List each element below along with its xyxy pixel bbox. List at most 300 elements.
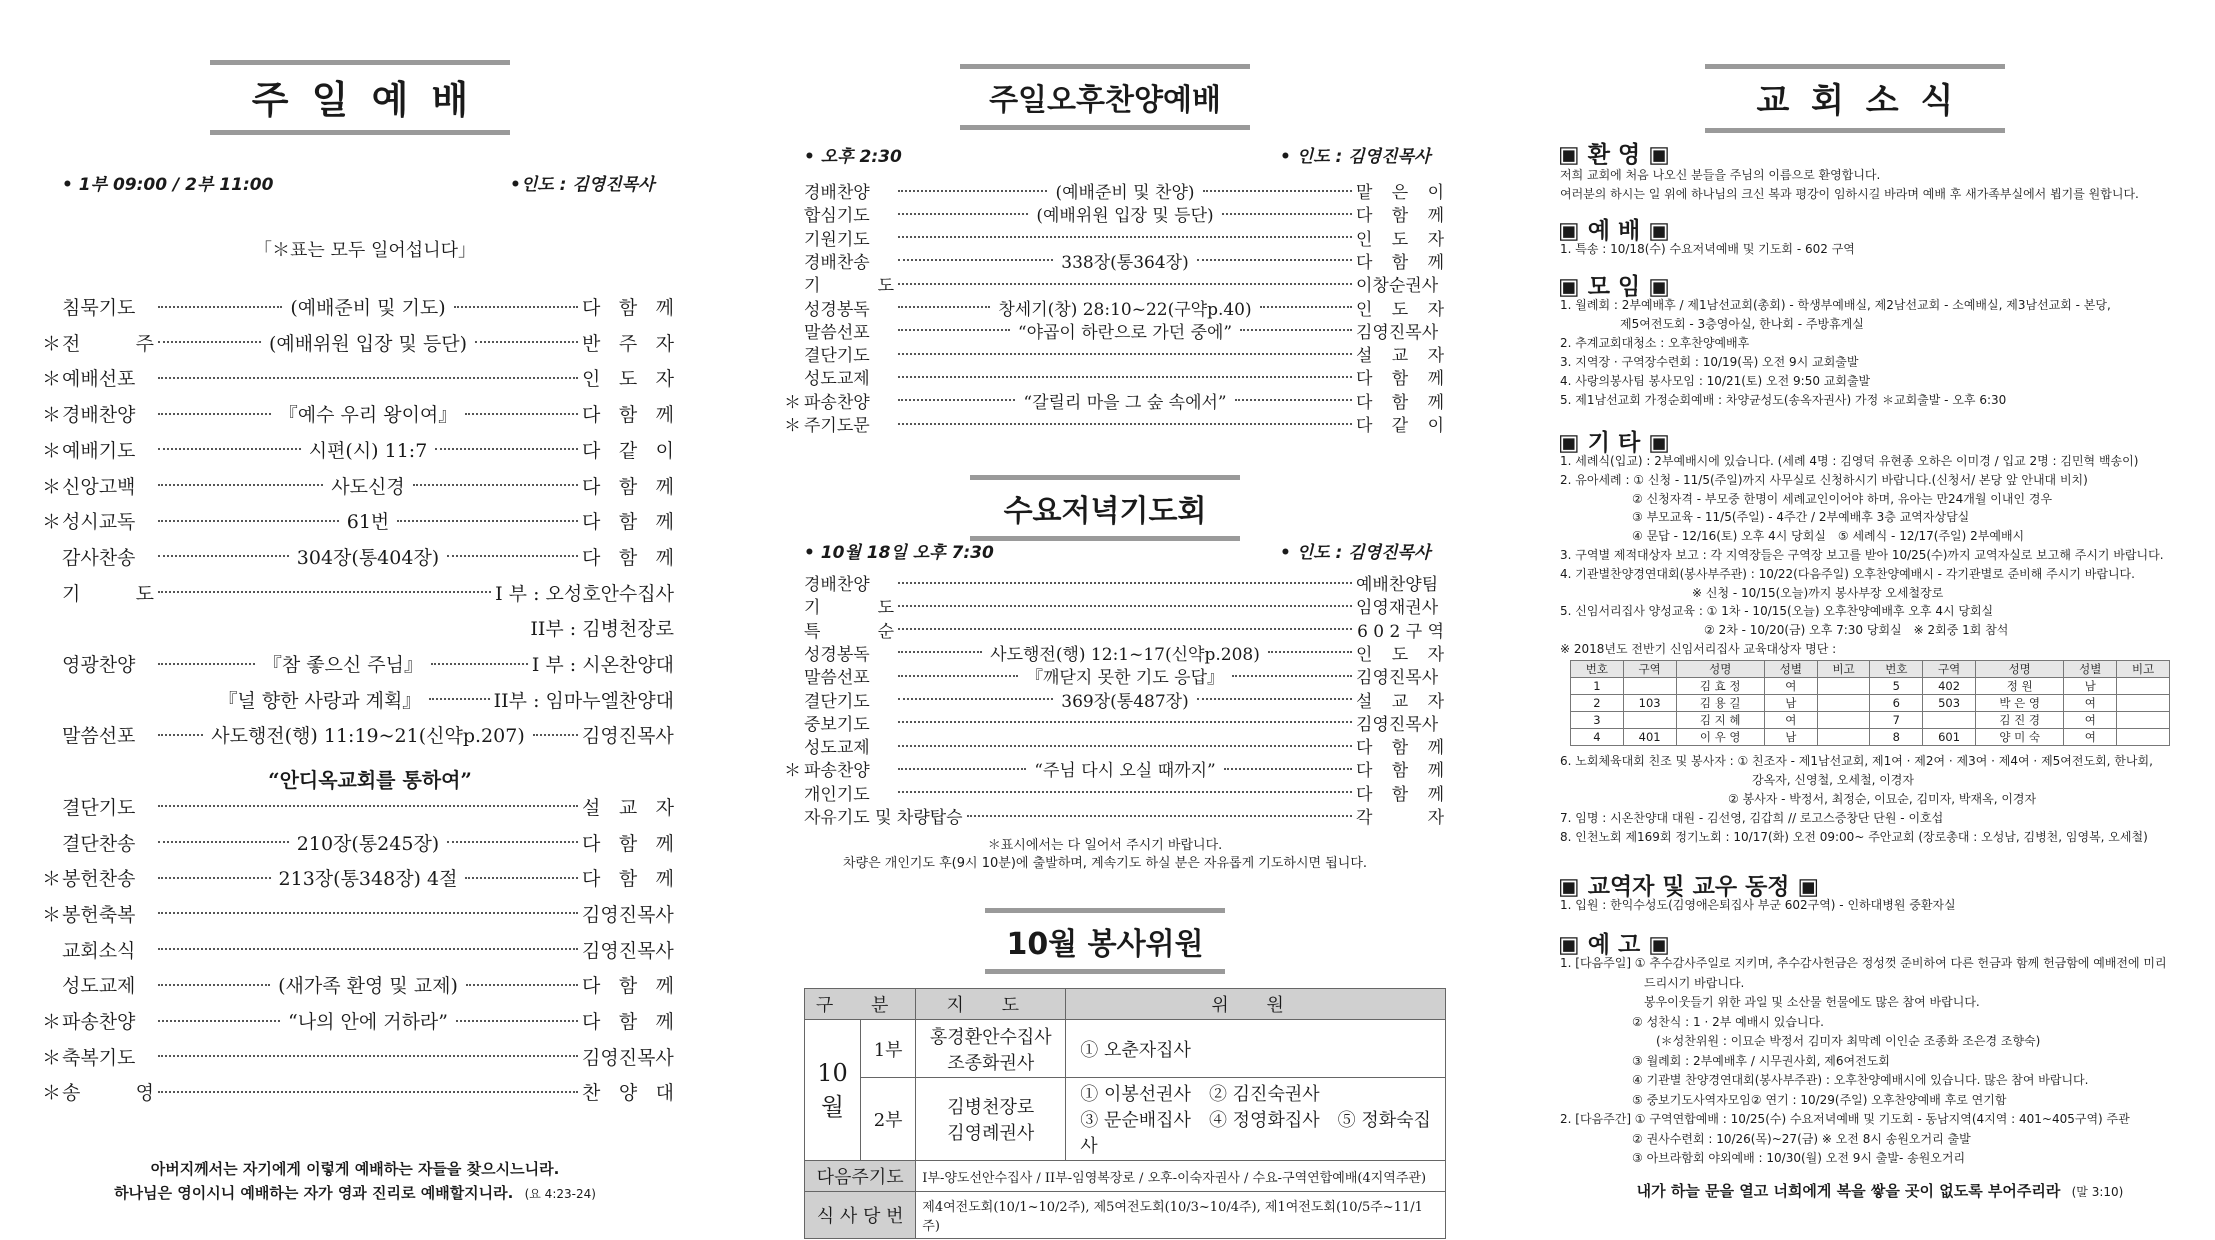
leader-dots — [158, 484, 323, 486]
order-label: 기 도 — [804, 276, 894, 297]
order-row — [62, 829, 674, 856]
leader-name: 홍경환안수집사 — [929, 1026, 1052, 1048]
news-line: 1. 월례회 : 2부예배후 / 제1남선교회(총회) - 학생부예배실, 제2남선교회 - 소예배실, 제3남선교회 - 본당, — [1560, 298, 2111, 312]
order-content: “주님 다시 오실 때까지” — [1034, 761, 1216, 782]
leader-dots — [429, 698, 489, 700]
order-label: 파송찬양 — [804, 761, 870, 782]
stand-mark: ＊ — [42, 511, 62, 534]
order-person: 인 도 자 — [1356, 644, 1444, 665]
news-line: ※ 신청 - 10/15(오늘)까지 봉사부장 오세철장로 — [1560, 585, 1944, 600]
news-line: 6. 노회체육대회 친조 및 봉사자 : ① 친조자 - 제1남선교회, 제1여 · 제2여 · 제3여 · 제4여 · 제5여전도회, 한나회, — [1560, 754, 2153, 768]
order-row — [804, 593, 1444, 618]
news-line: 3. 구역별 제적대상자 보고 : 각 지역장들은 구역장 보고를 받아 10/25(수)까지 교역자실로 보고해 주시기 바랍니다. — [1560, 548, 2164, 562]
table-cell — [2117, 695, 2170, 712]
leader-dots — [456, 1020, 578, 1022]
order-label: 합심기도 — [804, 206, 870, 227]
order-row — [804, 178, 1444, 203]
order-content: 『예수 우리 왕이여』 — [278, 404, 458, 427]
order-row — [804, 710, 1444, 735]
news-line: (＊성찬위원 : 이묘순 박정서 김미자 최막례 이인순 조종화 조은경 조향숙) — [1560, 1034, 2041, 1048]
order-person: 맡 은 이 — [1356, 183, 1444, 203]
news-title: 교 회 소 식 — [1705, 64, 2005, 133]
news-line: 2. [다음주간] ① 구역연합예배 : 10/25(수) 수요저녁예배 및 기도회 - 동남지역(4지역 : 401~405구역) 주관 — [1560, 1112, 2130, 1126]
section-etc: ▣ 기 타 ▣ — [1558, 430, 1670, 456]
news-line: 1. [다음주일] ① 추수감사주일로 지키며, 추수감사헌금은 정성껏 준비하여 다른 헌금과 함께 헌금함에 예배전에 미리 — [1560, 956, 2167, 970]
order-label: 영광찬양 — [62, 654, 136, 676]
news-line: 5. 신임서리집사 양성교육 : ① 1차 - 10/15(오늘) 오후찬양예배후 오후 4시 당회실 — [1560, 604, 1994, 619]
part-1-members: ① 오춘자집사 — [1066, 1020, 1446, 1078]
part-2-members — [1066, 1078, 1446, 1161]
order-person: 다 함 께 — [582, 1011, 675, 1033]
news-line: 강옥자, 신영철, 오세철, 이경자 — [1560, 773, 1914, 787]
order-row — [42, 436, 674, 463]
order-content: 369장(통487장) — [1061, 691, 1189, 712]
order-row — [62, 936, 674, 963]
news-line: 4. 사랑의봉사팀 봉사모임 : 10/21(토) 오전 9:50 교회출발 — [1560, 374, 1871, 388]
leader-dots — [898, 745, 1352, 747]
leader-dots — [1203, 190, 1352, 192]
part-1-leaders — [916, 1020, 1066, 1078]
stand-mark: ＊ — [42, 475, 62, 498]
header-cell: 성별 — [1764, 661, 1817, 678]
order-row — [62, 579, 674, 606]
order-content: 창세기(창) 28:10~22(구약p.40) — [998, 299, 1252, 320]
order-row — [42, 1078, 674, 1105]
month-cell: 10월 — [805, 1020, 861, 1161]
leader-dots — [1224, 768, 1352, 770]
table-row — [805, 1192, 1446, 1239]
order-person: 다 같 이 — [1356, 416, 1444, 436]
news-line: ② 2차 - 10/20(금) 오후 7:30 당회실 ※ 2회중 1회 참석 — [1560, 623, 2009, 638]
worship-leader: •인도 : 김영진목사 — [510, 175, 655, 195]
header-cell: 번호 — [1870, 661, 1923, 678]
order-content: 사도행전(행) 11:19~21(신약p.207) — [211, 725, 525, 748]
order-person: 다 함 께 — [582, 297, 675, 319]
leader-dots — [898, 329, 1010, 331]
col-header-category: 구 분 — [805, 989, 916, 1020]
order-label: 성도교제 — [804, 738, 870, 759]
news-line: ※ 2018년도 전반기 신임서리집사 교육대상자 명단 : — [1560, 642, 1837, 656]
stand-mark: ＊ — [42, 368, 62, 391]
order-label: 전 주 — [62, 332, 154, 355]
leader-dots — [1260, 306, 1352, 308]
table-row — [805, 1161, 1446, 1192]
news-line: ⑤ 중보기도사역자모임② 연기 : 10/29(주일) 오후찬양예배 후로 연기함 — [1560, 1092, 2007, 1107]
order-row — [804, 225, 1444, 250]
order-row — [804, 318, 1444, 343]
order-row — [784, 411, 1444, 436]
table-cell: 6 — [1870, 695, 1923, 712]
order-row — [804, 201, 1444, 226]
order-label: 송 영 — [62, 1082, 154, 1105]
footer-verse-2 — [0, 1182, 710, 1203]
stand-mark: ＊ — [42, 332, 62, 355]
leader-dots — [1222, 213, 1352, 215]
leader-dots — [1235, 399, 1352, 401]
table-cell: 402 — [1923, 678, 1976, 695]
leader-dots — [1232, 675, 1352, 677]
order-person: 김영진목사 — [582, 903, 674, 926]
section-meetings: ▣ 모 임 ▣ — [1558, 274, 1670, 300]
closing-verse — [1560, 1180, 2200, 1201]
leader-dots — [898, 675, 1018, 677]
leader-dots — [1197, 259, 1352, 261]
order-row — [42, 507, 674, 534]
order-label: 봉헌찬송 — [62, 868, 136, 891]
order-row — [804, 687, 1444, 712]
news-line: ② 권사수련회 : 10/26(목)~27(금) ※ 오전 8시 송원오거리 출발 — [1560, 1131, 1971, 1146]
header-cell: 비고 — [1817, 661, 1870, 678]
news-line: 4. 기관별찬양경연대회(봉사부주관) : 10/22(다음주일) 오후찬양예배시 - 각기관별로 준비해 주시기 바랍니다. — [1560, 566, 2135, 581]
order-person: 김영진목사 — [582, 725, 674, 748]
stand-mark: ＊ — [784, 392, 801, 413]
leader-dots — [898, 698, 1053, 700]
order-label: 경배찬송 — [804, 252, 870, 273]
leader-dots — [533, 734, 578, 736]
order-label: 성도교제 — [804, 369, 870, 390]
order-row — [42, 329, 675, 356]
table-header-row — [1571, 661, 2170, 678]
leader-dots — [475, 341, 578, 343]
header-cell: 성명 — [1676, 661, 1764, 678]
order-person: 설 교 자 — [582, 796, 674, 819]
order-row — [804, 295, 1444, 320]
leader-dots — [898, 306, 990, 308]
table-row — [1571, 678, 2170, 695]
footer-verse-ref: (요 4:23-24) — [524, 1187, 596, 1201]
leader-dots — [898, 605, 1352, 607]
column-afternoon-worship — [760, 0, 1450, 1240]
order-content: “갈릴리 마을 그 숲 속에서” — [1023, 392, 1227, 413]
header-cell: 구역 — [1623, 661, 1676, 678]
table-cell — [2117, 729, 2170, 746]
leader-dots — [465, 877, 578, 879]
order-row — [42, 1043, 674, 1070]
leader-dots — [435, 448, 578, 450]
order-label: 말씀선포 — [62, 725, 136, 748]
table-cell — [1817, 678, 1870, 695]
order-label: 경배찬양 — [62, 404, 136, 427]
news-line: 8. 인천노회 제169회 정기노회 : 10/17(화) 오전 09:00~ 주안교회 (장로총대 : 오성남, 김병천, 임영복, 오세철) — [1560, 830, 2148, 844]
table-cell: 박 은 영 — [1975, 695, 2063, 712]
order-content: 시편(시) 11:7 — [308, 439, 428, 462]
part-1-cell: 1부 — [861, 1020, 916, 1078]
order-person: 6 0 2 구 역 — [1357, 621, 1444, 642]
leader-name: 조종화권사 — [947, 1052, 1035, 1074]
order-person: II부 : 김병천장로 — [530, 618, 674, 641]
news-line: 여러분의 하시는 일 위에 하나님의 크신 복과 평강이 임하시길 바라며 예배 후 새가족부실에서 뵙기를 원합니다. — [1560, 187, 2139, 201]
order-row — [804, 271, 1444, 296]
news-line: ③ 부모교육 - 11/5(주일) - 4주간 / 2부예배후 3층 교역자상담실 — [1560, 510, 1970, 525]
order-person: 다 함 께 — [582, 975, 674, 998]
worship-time: • 1부 09:00 / 2부 11:00 — [62, 175, 274, 195]
order-label: 중보기도 — [804, 714, 870, 735]
table-cell: 남 — [2064, 678, 2117, 695]
table-cell: 4 — [1571, 729, 1624, 746]
order-person: 이창순권사 — [1356, 276, 1439, 297]
leader-dots — [898, 721, 1352, 723]
order-person: 인 도 자 — [582, 368, 674, 391]
table-cell — [1817, 712, 1870, 729]
header-cell: 성별 — [2064, 661, 2117, 678]
section-staff: ▣ 교역자 및 교우 동정 ▣ — [1558, 874, 1820, 900]
closing-verse-ref: (말 3:10) — [2071, 1185, 2124, 1199]
leader-dots — [967, 815, 1352, 817]
order-person: 임영재권사 — [1356, 598, 1439, 619]
order-content: 사도행전(행) 12:1~17(신약p.208) — [990, 644, 1260, 665]
leader-dots — [158, 912, 578, 914]
order-row — [804, 364, 1444, 389]
table-row — [1571, 712, 2170, 729]
news-line: ② 봉사자 - 박정서, 최정순, 이묘순, 김미자, 박재옥, 이경자 — [1560, 792, 2037, 806]
order-row — [42, 364, 674, 391]
order-label: 말씀선포 — [804, 322, 870, 343]
leader-dots — [898, 399, 1015, 401]
table-cell: 정 원 — [1975, 678, 2063, 695]
table-cell: 김 용 길 — [1676, 695, 1764, 712]
table-cell: 남 — [1764, 695, 1817, 712]
leader-dots — [898, 236, 1352, 238]
order-row — [804, 617, 1444, 642]
order-row — [804, 248, 1444, 273]
leader-name: 김병천장로 — [947, 1097, 1035, 1118]
table-cell: 양 미 숙 — [1975, 729, 2063, 746]
footer-verse-2-text: 하나님은 영이시니 예배하는 자가 영과 진리로 예배할지니라. — [114, 1184, 514, 1202]
col-header-leader: 지 도 — [916, 989, 1066, 1020]
news-line: ③ 월례회 : 2부예배후 / 시무권사회, 제6여전도회 — [1560, 1053, 1890, 1068]
leader-dots — [447, 841, 578, 843]
afternoon-title: 주일오후찬양예배 — [960, 64, 1250, 130]
leader-dots — [898, 768, 1026, 770]
meal-duty-label: 식 사 당 번 — [805, 1192, 916, 1239]
leader-dots — [158, 591, 491, 593]
order-person: 인 도 자 — [1356, 229, 1444, 250]
wednesday-title: 수요저녁기도회 — [970, 475, 1240, 541]
news-line: 저희 교회에 처음 나오신 분들을 주님의 이름으로 환영합니다. — [1560, 168, 1881, 182]
leader-dots — [158, 306, 282, 308]
table-cell — [1623, 712, 1676, 729]
order-content: (예배위원 입장 및 등단) — [268, 332, 468, 355]
order-label: 결단기도 — [804, 691, 870, 712]
order-row — [42, 1007, 675, 1034]
part-2-leaders — [916, 1078, 1066, 1161]
order-person: 다 함 께 — [582, 511, 674, 534]
stand-mark: ＊ — [42, 1046, 62, 1069]
leader-dots — [158, 520, 339, 522]
leader-dots — [397, 520, 578, 522]
order-person: 설 교 자 — [1356, 346, 1444, 367]
leader-dots — [898, 582, 1352, 584]
order-content: (새가족 환영 및 교제) — [278, 975, 458, 998]
leader-dots — [158, 877, 271, 879]
order-row — [804, 663, 1444, 688]
leader-dots — [158, 1020, 280, 1022]
table-row — [805, 1020, 1446, 1078]
table-cell: 103 — [1623, 695, 1676, 712]
leader-dots — [898, 190, 1047, 192]
order-content: “나의 안에 거하라” — [288, 1011, 448, 1033]
news-line: 드리시기 바랍니다. — [1560, 975, 1745, 990]
leader-dots — [158, 841, 289, 843]
order-person: 반 주 자 — [582, 332, 675, 355]
news-line: ④ 문답 - 12/16(토) 오후 4시 당회실 ⑤ 세례식 - 12/17(주일) 2부예배시 — [1560, 529, 2025, 544]
order-content: (예배준비 및 찬양) — [1055, 183, 1195, 203]
table-cell: 김 효 정 — [1676, 678, 1764, 695]
leader-dots — [898, 283, 1352, 285]
table-row — [1571, 729, 2170, 746]
table-cell: 김 진 경 — [1975, 712, 2063, 729]
order-label: 주기도문 — [804, 416, 870, 436]
order-content: 61번 — [346, 511, 390, 534]
leader-dots — [898, 213, 1028, 215]
order-label: 기원기도 — [804, 229, 870, 250]
order-row — [42, 400, 674, 427]
leader-dots — [158, 448, 301, 450]
table-cell: 여 — [1764, 712, 1817, 729]
order-content: (예배준비 및 기도) — [290, 297, 446, 319]
table-cell — [2117, 712, 2170, 729]
news-line: 1. 세례식(입교) : 2부예배시에 있습니다. (세례 4명 : 김영덕 유현종 오하은 이미경 / 입교 2명 : 김민혁 백송이) — [1560, 454, 2139, 468]
leader-dots — [1197, 698, 1352, 700]
order-content: 304장(통404장) — [296, 546, 440, 569]
order-person: 찬 양 대 — [582, 1082, 674, 1105]
table-cell: 1 — [1571, 678, 1624, 695]
leader-dots — [898, 353, 1352, 355]
table-cell — [1817, 729, 1870, 746]
leader-dots — [898, 423, 1352, 425]
table-cell: 여 — [1764, 678, 1817, 695]
order-row — [62, 686, 674, 713]
news-line: ② 성찬식 : 1 · 2부 예배시 있습니다. — [1560, 1014, 1824, 1029]
stand-mark: ＊ — [42, 903, 62, 926]
order-label: 성경봉독 — [804, 299, 870, 320]
stand-mark: ＊ — [42, 1011, 62, 1033]
order-content: 『참 좋으신 주님』 — [262, 654, 424, 676]
closing-verse-text: 내가 하늘 문을 열고 너희에게 복을 쌓을 곳이 없도록 부어주리라 — [1636, 1182, 2061, 1200]
table-cell: 여 — [2064, 695, 2117, 712]
stand-mark: ＊ — [42, 404, 62, 427]
order-person: 다 함 께 — [582, 832, 675, 855]
order-row — [62, 793, 674, 820]
order-label: 성도교제 — [62, 975, 136, 998]
order-label: 결단찬송 — [62, 832, 136, 855]
order-person: I 부 : 오성호안수집사 — [495, 582, 674, 605]
table-row — [805, 1078, 1446, 1161]
order-label: 성시교독 — [62, 511, 136, 534]
table-cell: 401 — [1623, 729, 1676, 746]
leader-dots — [158, 1055, 578, 1057]
order-label: 교회소식 — [62, 939, 136, 962]
leader-dots — [466, 984, 578, 986]
table-cell: 이 우 영 — [1676, 729, 1764, 746]
leader-dots — [158, 413, 271, 415]
order-row — [784, 756, 1444, 782]
order-person: 각 자 — [1356, 808, 1444, 828]
volunteers-title: 10월 봉사위원 — [985, 908, 1225, 974]
order-person: 김영진목사 — [582, 939, 674, 962]
leader-name: 김영례권사 — [947, 1123, 1035, 1144]
order-content: “야곱이 하란으로 가던 중에” — [1017, 322, 1233, 343]
leader-dots — [158, 663, 255, 665]
order-person: 다 함 께 — [582, 404, 674, 427]
order-row — [62, 614, 674, 641]
order-person: 다 함 께 — [1356, 738, 1444, 759]
leader-dots — [465, 413, 578, 415]
column-church-news — [1540, 0, 2210, 1240]
table-cell: 2 — [1571, 695, 1624, 712]
trainee-table — [1570, 660, 2170, 746]
order-label: 봉헌축복 — [62, 903, 136, 926]
leader-dots — [158, 555, 289, 557]
leader-dots — [1240, 329, 1352, 331]
wednesday-time: • 10월 18일 오후 7:30 — [804, 543, 994, 563]
header-cell: 비고 — [2117, 661, 2170, 678]
table-cell: 김 지 혜 — [1676, 712, 1764, 729]
page-title: 주 일 예 배 — [210, 60, 510, 135]
table-cell: 5 — [1870, 678, 1923, 695]
part-2-cell: 2부 — [861, 1078, 916, 1161]
order-person: 다 함 께 — [582, 475, 675, 498]
order-person: 다 같 이 — [582, 439, 674, 462]
order-content: 213장(통348장) 4절 — [278, 868, 458, 891]
order-label: 경배찬양 — [804, 575, 870, 595]
order-person: 다 함 께 — [1356, 369, 1444, 390]
afternoon-time: • 오후 2:30 — [804, 147, 902, 167]
table-cell — [1623, 678, 1676, 695]
table-cell: 503 — [1923, 695, 1976, 712]
order-row — [62, 721, 674, 748]
order-label: 파송찬양 — [804, 392, 870, 413]
order-label: 자유기도 및 차량탑승 — [804, 808, 963, 828]
col-header-members: 위 원 — [1066, 989, 1446, 1020]
order-label: 특 순 — [804, 621, 894, 642]
order-person: 다 함 께 — [1356, 392, 1444, 413]
leader-dots — [898, 651, 982, 653]
order-row — [804, 341, 1444, 366]
news-line: 7. 임명 : 시온찬양대 대원 - 김선영, 김갑희 // 로고스증창단 단원 - 이호섭 — [1560, 811, 1944, 825]
order-row — [62, 971, 674, 998]
order-label: 예배선포 — [62, 368, 136, 391]
table-cell: 여 — [2064, 712, 2117, 729]
member-line: ③ 문순배집사 ④ 정영화집사 ⑤ 정화숙집사 — [1080, 1110, 1431, 1157]
order-person: 다 함 께 — [1356, 252, 1444, 273]
table-cell: 여 — [2064, 729, 2117, 746]
leader-dots — [158, 984, 270, 986]
order-label: 감사찬송 — [62, 546, 136, 569]
leader-dots — [158, 805, 578, 807]
order-person: 김영진목사 — [1356, 668, 1439, 689]
table-cell — [2117, 678, 2170, 695]
order-content: 『널 향한 사랑과 계획』 — [218, 689, 422, 712]
leader-dots — [158, 734, 203, 736]
leader-dots — [158, 341, 261, 343]
order-row — [804, 803, 1444, 828]
order-person: I 부 : 시온찬양대 — [531, 654, 674, 676]
leader-dots — [898, 791, 1352, 793]
order-row — [804, 733, 1444, 758]
order-row — [62, 293, 674, 320]
standing-note-2: ＊표시에서는 다 일어서 주시기 바랍니다. — [987, 838, 1223, 853]
leader-dots — [158, 1091, 578, 1093]
wednesday-leader: • 인도 : 김영진목사 — [1280, 543, 1431, 563]
order-label: 축복기도 — [62, 1046, 136, 1069]
next-prayer-value: I부-양도선안수집사 / II부-임영복장로 / 오후-이숙자권사 / 수요-구역연합예배(4지역주관) — [916, 1161, 1446, 1192]
order-row — [804, 780, 1444, 805]
news-line: 봉우이웃들기 위한 과일 및 소산물 헌물에도 많은 참여 바랍니다. — [1560, 995, 1980, 1009]
order-label: 신앙고백 — [62, 475, 136, 498]
table-cell: 601 — [1923, 729, 1976, 746]
order-label: 기 도 — [62, 582, 154, 605]
